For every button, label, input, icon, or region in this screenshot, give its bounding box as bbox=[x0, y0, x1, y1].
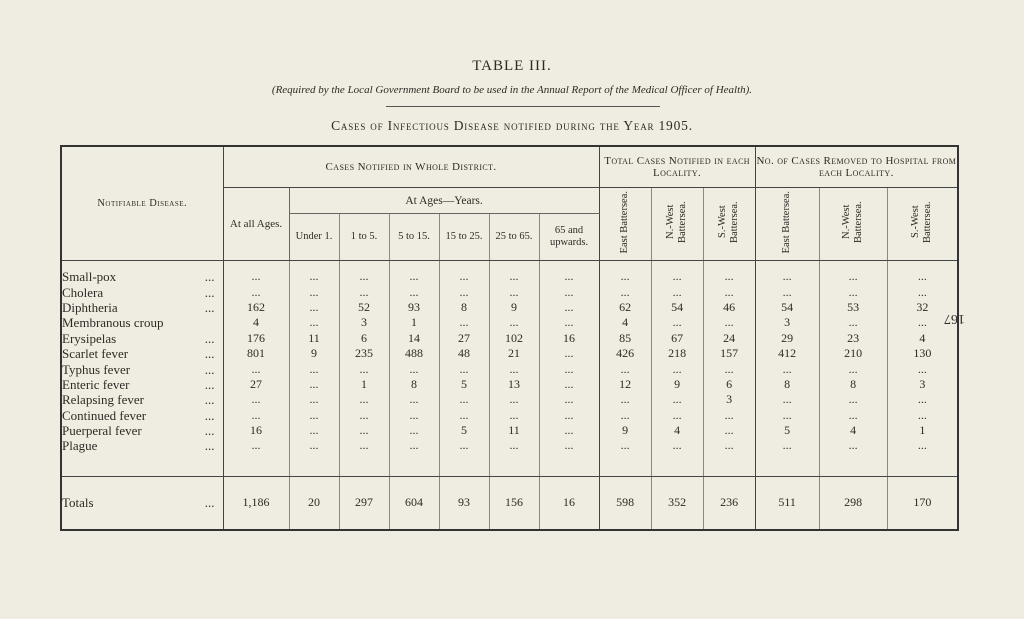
cell-value: ... bbox=[917, 269, 927, 284]
leader-dots: ... bbox=[204, 284, 215, 300]
leader-dots: ... bbox=[204, 438, 215, 454]
cell-value: ... bbox=[819, 361, 887, 376]
cell-value: 3 bbox=[919, 376, 926, 391]
leader-dots: ... bbox=[204, 330, 215, 346]
disease-name bbox=[61, 331, 223, 346]
cell-value: ... bbox=[339, 423, 389, 438]
disease-label: Typhus fever bbox=[62, 361, 131, 377]
cell-value: ... bbox=[755, 392, 819, 407]
cell-value: 54 bbox=[651, 300, 703, 315]
cell-value: ... bbox=[289, 423, 339, 438]
loc-nwest-header: N.-West Battersea. bbox=[651, 188, 703, 261]
disease-label: Puerperal fever bbox=[62, 423, 142, 439]
cell-value: ... bbox=[389, 361, 439, 376]
cell-value: ... bbox=[917, 438, 927, 453]
disease-name bbox=[61, 392, 223, 407]
cell-value: 27 bbox=[223, 377, 289, 392]
table-row bbox=[61, 361, 958, 376]
cell-value: 352 bbox=[651, 476, 703, 530]
cell-value: ... bbox=[539, 361, 599, 376]
cell-value: 8 bbox=[755, 377, 819, 392]
cell-value: ... bbox=[339, 361, 389, 376]
cell-value: 4 bbox=[919, 330, 926, 345]
disease-label: Enteric fever bbox=[62, 376, 130, 392]
disease-label: Membranous croup bbox=[62, 315, 164, 331]
cell-value: ... bbox=[755, 438, 819, 453]
leader-dots: ... bbox=[204, 392, 215, 408]
cell-value: ... bbox=[439, 408, 489, 423]
spacer-row bbox=[61, 454, 958, 477]
table-row bbox=[61, 408, 958, 423]
cell-value: ... bbox=[819, 438, 887, 453]
cell-value: ... bbox=[703, 269, 755, 284]
cell-value: 9 bbox=[599, 423, 651, 438]
cell-value: 54 bbox=[755, 300, 819, 315]
cell-value: 298 bbox=[819, 476, 887, 530]
whole-district-header: Cases Notified in Whole District. bbox=[223, 146, 599, 188]
table-row bbox=[61, 346, 958, 361]
spacer-row bbox=[61, 261, 958, 270]
cell-value: 4 bbox=[819, 423, 887, 438]
cell-value: 170 bbox=[913, 495, 932, 510]
disease-name bbox=[61, 377, 223, 392]
disease-name bbox=[61, 438, 223, 453]
cell-value: 14 bbox=[389, 331, 439, 346]
cell-value: ... bbox=[289, 438, 339, 453]
table-row bbox=[61, 315, 958, 330]
cell-value: ... bbox=[439, 284, 489, 299]
infectious-disease-table bbox=[60, 145, 959, 531]
removed-hospital-header: No. of Cases Removed to Hospital from each Locality. bbox=[755, 146, 958, 188]
cell-value: ... bbox=[599, 438, 651, 453]
totals-row bbox=[61, 476, 958, 530]
cell-value: ... bbox=[539, 315, 599, 330]
cell-value: 3 bbox=[703, 392, 755, 407]
cell-value: ... bbox=[289, 300, 339, 315]
disease-name bbox=[61, 315, 223, 330]
cell-value: 511 bbox=[755, 476, 819, 530]
cell-value: ... bbox=[489, 438, 539, 453]
table-title: TABLE III. bbox=[472, 58, 552, 74]
cell-value: ... bbox=[755, 284, 819, 299]
table-row bbox=[61, 423, 958, 438]
disease-label: Small-pox bbox=[62, 269, 117, 285]
disease-name bbox=[61, 361, 223, 376]
cell-value: ... bbox=[489, 408, 539, 423]
hosp-east-header: East Battersea. bbox=[755, 188, 819, 261]
cell-value: 5 bbox=[439, 377, 489, 392]
cell-value: 16 bbox=[223, 423, 289, 438]
cell-value: ... bbox=[819, 315, 887, 330]
cell-value: 16 bbox=[539, 331, 599, 346]
cell-value: ... bbox=[289, 408, 339, 423]
cell-value: 1 bbox=[339, 377, 389, 392]
cell-value: 52 bbox=[339, 300, 389, 315]
cell-value: 5 bbox=[755, 423, 819, 438]
cell-value: 62 bbox=[599, 300, 651, 315]
table-row bbox=[61, 284, 958, 299]
cell-value: ... bbox=[539, 423, 599, 438]
cell-value: 8 bbox=[389, 377, 439, 392]
cell-value: ... bbox=[703, 361, 755, 376]
cell-value: 16 bbox=[539, 476, 599, 530]
cell-value: ... bbox=[539, 392, 599, 407]
cell-value: 156 bbox=[489, 476, 539, 530]
cell-value: ... bbox=[223, 361, 289, 376]
cell-value: ... bbox=[599, 269, 651, 284]
cell-value: ... bbox=[389, 269, 439, 284]
cell-value: ... bbox=[539, 300, 599, 315]
cell-value: ... bbox=[223, 438, 289, 453]
cell-value: 102 bbox=[489, 331, 539, 346]
cell-value: ... bbox=[539, 269, 599, 284]
cell-value: 24 bbox=[703, 331, 755, 346]
cell-value: ... bbox=[917, 315, 927, 330]
cell-value: 4 bbox=[223, 315, 289, 330]
cell-value: 598 bbox=[599, 476, 651, 530]
cell-value: ... bbox=[223, 284, 289, 299]
age-65-up-header: 65 and upwards. bbox=[539, 214, 599, 261]
cell-value: ... bbox=[651, 269, 703, 284]
cell-value: 46 bbox=[703, 300, 755, 315]
cell-value: ... bbox=[651, 392, 703, 407]
cell-value: 67 bbox=[651, 331, 703, 346]
cell-value: ... bbox=[439, 361, 489, 376]
notifiable-disease-header: Notifiable Disease. bbox=[61, 146, 223, 261]
cell-value: 53 bbox=[819, 300, 887, 315]
cell-value: ... bbox=[389, 423, 439, 438]
table-row bbox=[61, 392, 958, 407]
cell-value: 210 bbox=[819, 346, 887, 361]
cell-value: ... bbox=[289, 377, 339, 392]
cell-value: 412 bbox=[755, 346, 819, 361]
cell-value: 176 bbox=[223, 331, 289, 346]
cell-value: 488 bbox=[389, 346, 439, 361]
cell-value: ... bbox=[489, 392, 539, 407]
cell-value: 1 bbox=[919, 423, 926, 438]
cell-value: 801 bbox=[223, 346, 289, 361]
disease-label: Cholera bbox=[62, 284, 104, 300]
cell-value: ... bbox=[651, 361, 703, 376]
hosp-nwest-header: N.-West Battersea. bbox=[819, 188, 887, 261]
cell-value: 1 bbox=[389, 315, 439, 330]
cell-value: 29 bbox=[755, 331, 819, 346]
cell-value: ... bbox=[339, 392, 389, 407]
leader-dots: ... bbox=[204, 423, 215, 439]
leader-dots: ... bbox=[204, 361, 215, 377]
disease-label: Erysipelas bbox=[62, 330, 117, 346]
cell-value: ... bbox=[389, 438, 439, 453]
cell-value: ... bbox=[539, 408, 599, 423]
age-25-65-header: 25 to 65. bbox=[489, 214, 539, 261]
cell-value: ... bbox=[917, 407, 927, 422]
cell-value: ... bbox=[539, 284, 599, 299]
cell-value: ... bbox=[223, 269, 289, 284]
age-5-15-header: 5 to 15. bbox=[389, 214, 439, 261]
cell-value: ... bbox=[289, 284, 339, 299]
cell-value: 4 bbox=[599, 315, 651, 330]
cell-value: ... bbox=[819, 408, 887, 423]
cell-value: ... bbox=[651, 408, 703, 423]
cell-value: ... bbox=[339, 284, 389, 299]
table-body bbox=[61, 261, 958, 530]
disease-name bbox=[61, 346, 223, 361]
cell-value: ... bbox=[339, 269, 389, 284]
cell-value: 162 bbox=[223, 300, 289, 315]
cell-value: 32 bbox=[916, 299, 929, 314]
loc-swest-header: S.-West Battersea. bbox=[703, 188, 755, 261]
hosp-swest-header: S.-West Battersea. bbox=[887, 188, 958, 261]
cell-value: 23 bbox=[819, 331, 887, 346]
cell-value: 9 bbox=[289, 346, 339, 361]
disease-name bbox=[61, 284, 223, 299]
cell-value: 6 bbox=[703, 377, 755, 392]
cell-value: ... bbox=[489, 361, 539, 376]
cell-value: 9 bbox=[651, 377, 703, 392]
cell-value: ... bbox=[917, 284, 927, 299]
cell-value: 157 bbox=[703, 346, 755, 361]
cell-value: ... bbox=[755, 361, 819, 376]
cell-value: 93 bbox=[439, 476, 489, 530]
cell-value: ... bbox=[339, 438, 389, 453]
cell-value: ... bbox=[223, 408, 289, 423]
cell-value: 48 bbox=[439, 346, 489, 361]
cell-value: ... bbox=[223, 392, 289, 407]
cell-value: 27 bbox=[439, 331, 489, 346]
cell-value: 20 bbox=[289, 476, 339, 530]
cell-value: ... bbox=[917, 361, 927, 376]
age-1-5-header: 1 to 5. bbox=[339, 214, 389, 261]
cell-value: 8 bbox=[439, 300, 489, 315]
age-under-1-header: Under 1. bbox=[289, 214, 339, 261]
cell-value: 4 bbox=[651, 423, 703, 438]
cell-value: ... bbox=[389, 392, 439, 407]
cell-value: 11 bbox=[489, 423, 539, 438]
cell-value: 235 bbox=[339, 346, 389, 361]
cell-value: 3 bbox=[755, 315, 819, 330]
cell-value: ... bbox=[819, 284, 887, 299]
disease-name bbox=[61, 300, 223, 315]
table-row bbox=[61, 438, 958, 453]
cell-value: ... bbox=[651, 315, 703, 330]
cell-value: 604 bbox=[389, 476, 439, 530]
disease-name bbox=[61, 423, 223, 438]
disease-name bbox=[61, 476, 223, 530]
table-row bbox=[61, 331, 958, 346]
at-all-ages-header: At all Ages. bbox=[223, 188, 289, 261]
leader-dots: ... bbox=[204, 376, 215, 392]
disease-label: Diphtheria bbox=[62, 299, 118, 315]
cell-value: 9 bbox=[489, 300, 539, 315]
cell-value: ... bbox=[703, 423, 755, 438]
cell-value: ... bbox=[703, 284, 755, 299]
cell-value: ... bbox=[339, 408, 389, 423]
table-row bbox=[61, 377, 958, 392]
cell-value: ... bbox=[599, 392, 651, 407]
title-rule bbox=[386, 106, 660, 107]
disease-label: Totals bbox=[62, 494, 94, 510]
loc-east-header: East Battersea. bbox=[599, 188, 651, 261]
cell-value: ... bbox=[389, 408, 439, 423]
cell-value: ... bbox=[439, 438, 489, 453]
total-locality-header: Total Cases Notified in each Locality. bbox=[599, 146, 755, 188]
cell-value: ... bbox=[651, 284, 703, 299]
cell-value: 3 bbox=[339, 315, 389, 330]
disease-label: Scarlet fever bbox=[62, 346, 129, 362]
cell-value: 5 bbox=[439, 423, 489, 438]
cell-value: ... bbox=[917, 392, 927, 407]
age-15-25-header: 15 to 25. bbox=[439, 214, 489, 261]
cell-value: ... bbox=[819, 392, 887, 407]
cell-value: ... bbox=[489, 269, 539, 284]
cell-value: 21 bbox=[489, 346, 539, 361]
cell-value: ... bbox=[599, 408, 651, 423]
cell-value: 85 bbox=[599, 331, 651, 346]
cell-value: ... bbox=[439, 269, 489, 284]
cell-value: ... bbox=[539, 377, 599, 392]
disease-name bbox=[61, 408, 223, 423]
cell-value: ... bbox=[289, 361, 339, 376]
table-subtitle: (Required by the Local Government Board to be used in the Annual Report of the Medical Officer of Health). bbox=[271, 84, 753, 96]
cell-value: ... bbox=[439, 392, 489, 407]
leader-dots: ... bbox=[204, 299, 215, 315]
cell-value: ... bbox=[489, 284, 539, 299]
leader-dots: ... bbox=[204, 269, 215, 285]
cell-value: ... bbox=[539, 346, 599, 361]
cell-value: ... bbox=[539, 438, 599, 453]
cell-value: ... bbox=[703, 315, 755, 330]
cell-value: ... bbox=[289, 315, 339, 330]
cell-value: ... bbox=[651, 438, 703, 453]
cell-value: 1,186 bbox=[223, 476, 289, 530]
cell-value: ... bbox=[599, 361, 651, 376]
leader-dots: ... bbox=[204, 346, 215, 362]
cell-value: 130 bbox=[913, 346, 932, 361]
cell-value: ... bbox=[489, 315, 539, 330]
cell-value: 6 bbox=[339, 331, 389, 346]
cell-value: ... bbox=[755, 269, 819, 284]
table-row bbox=[61, 269, 958, 284]
table-row bbox=[61, 300, 958, 315]
disease-label: Relapsing fever bbox=[62, 392, 144, 408]
page-number: 167 bbox=[944, 311, 965, 326]
cell-value: 93 bbox=[389, 300, 439, 315]
disease-label: Continued fever bbox=[62, 407, 147, 423]
cell-value: 11 bbox=[289, 331, 339, 346]
cell-value: ... bbox=[599, 284, 651, 299]
cell-value: ... bbox=[819, 269, 887, 284]
leader-dots: ... bbox=[204, 494, 215, 510]
disease-label: Plague bbox=[62, 438, 98, 454]
at-ages-years-header: At Ages—Years. bbox=[289, 188, 599, 214]
cell-value: ... bbox=[703, 438, 755, 453]
leader-dots: ... bbox=[204, 407, 215, 423]
disease-name bbox=[61, 269, 223, 284]
cell-value: 426 bbox=[599, 346, 651, 361]
cell-value: 236 bbox=[703, 476, 755, 530]
cell-value: ... bbox=[289, 392, 339, 407]
cell-value: ... bbox=[389, 284, 439, 299]
cell-value: ... bbox=[289, 269, 339, 284]
cell-value: 218 bbox=[651, 346, 703, 361]
cell-value: ... bbox=[703, 408, 755, 423]
table-heading: Cases of Infectious Disease notified during the Year 1905. bbox=[331, 118, 693, 133]
cell-value: ... bbox=[755, 408, 819, 423]
cell-value: 8 bbox=[819, 377, 887, 392]
cell-value: 297 bbox=[339, 476, 389, 530]
cell-value: ... bbox=[439, 315, 489, 330]
cell-value: 13 bbox=[489, 377, 539, 392]
cell-value: 12 bbox=[599, 377, 651, 392]
